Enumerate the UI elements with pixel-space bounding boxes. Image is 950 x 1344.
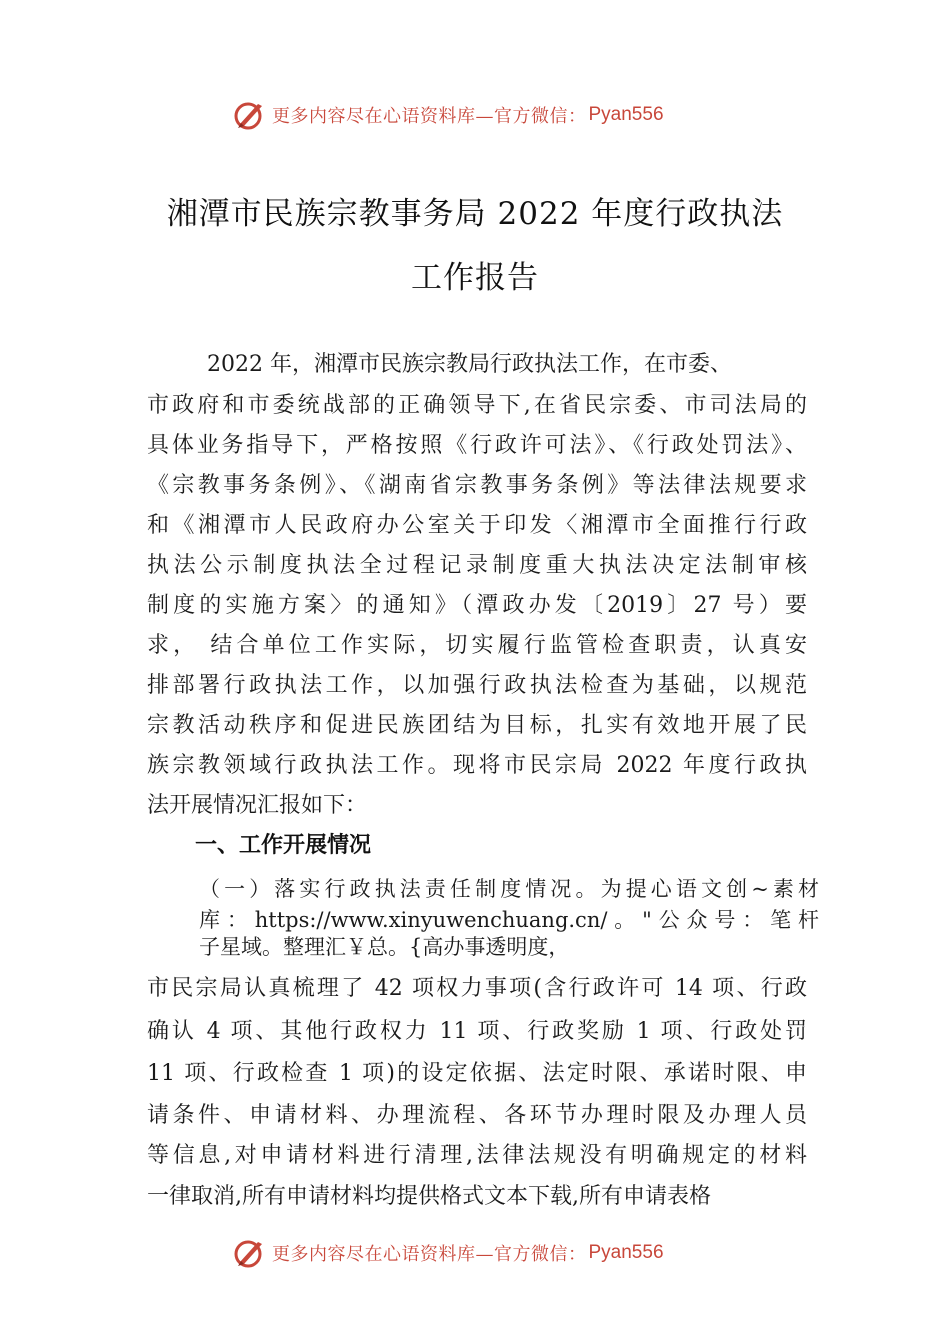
intro-line: 执法公示制度执法全过程记录制度重大执法决定法制审核 bbox=[147, 553, 807, 578]
intro-line: 《宗教事务条例》、《湖南省宗教事务条例》等法律法规要求 bbox=[147, 473, 807, 498]
body-line: 一律取消,所有申请材料均提供格式文本下载,所有申请表格 bbox=[147, 1184, 711, 1209]
watermark-wechat-id: Pyan556 bbox=[588, 1242, 664, 1263]
section-heading: 一、工作开展情况 bbox=[195, 833, 372, 858]
intro-line: 族宗教领域行政执法工作。现将市民宗局 2022 年度行政执 bbox=[147, 753, 807, 778]
intro-line: 求， 结合单位工作实际，切实履行监管检查职责，认真安 bbox=[147, 633, 807, 658]
intro-line: 市政府和市委统战部的正确领导下,在省民宗委、市司法局的 bbox=[147, 393, 807, 418]
body-line: 市民宗局认真梳理了 42 项权力事项(含行政许可 14 项、行政 bbox=[147, 976, 807, 1001]
document-title-line-1: 湘潭市民族宗教事务局 2022 年度行政执法 bbox=[166, 196, 784, 232]
watermark-text: 更多内容尽在心语资料库—官方微信： bbox=[272, 106, 587, 127]
intro-line: 排部署行政执法工作，以加强行政执法检查为基础，以规范 bbox=[147, 673, 807, 698]
quill-pen-logo-icon bbox=[232, 98, 266, 132]
watermark-text: 更多内容尽在心语资料库—官方微信： bbox=[272, 1244, 587, 1265]
intro-line: 具体业务指导下，严格按照《行政许可法》、《行政处罚法》、 bbox=[147, 433, 807, 458]
header-watermark bbox=[232, 97, 664, 133]
subsection-line: （一）落实行政执法责任制度情况。为提心语文创~素材 bbox=[199, 877, 819, 901]
intro-line: 制度的实施方案〉的通知》（潭政办发〔2019〕27 号）要 bbox=[147, 593, 807, 618]
intro-line: 法开展情况汇报如下： bbox=[147, 793, 368, 818]
intro-line: 2022 年，湘潭市民族宗教局行政执法工作，在市委、 bbox=[207, 352, 732, 377]
quill-pen-logo-icon bbox=[232, 1236, 266, 1270]
subsection-line: 库：https://www.xinyuwenchuang.cn/。"公众号：笔杆 bbox=[199, 908, 819, 932]
subsection-line: 子星域。整理汇￥总。{高办事透明度， bbox=[199, 935, 570, 959]
body-line: 等信息,对申请材料进行清理,法律法规没有明确规定的材料 bbox=[147, 1143, 807, 1168]
body-line: 确认 4 项、其他行政权力 11 项、行政奖励 1 项、行政处罚 bbox=[147, 1019, 807, 1044]
intro-line: 和《湘潭市人民政府办公室关于印发〈湘潭市全面推行行政 bbox=[147, 513, 807, 538]
document-title-line-2: 工作报告 bbox=[411, 260, 539, 296]
intro-line: 宗教活动秩序和促进民族团结为目标，扎实有效地开展了民 bbox=[147, 713, 807, 738]
footer-watermark bbox=[232, 1235, 664, 1271]
body-line: 请条件、申请材料、办理流程、各环节办理时限及办理人员 bbox=[147, 1103, 807, 1128]
body-line: 11 项、行政检查 1 项)的设定依据、法定时限、承诺时限、申 bbox=[147, 1061, 807, 1086]
watermark-wechat-id: Pyan556 bbox=[588, 104, 664, 125]
